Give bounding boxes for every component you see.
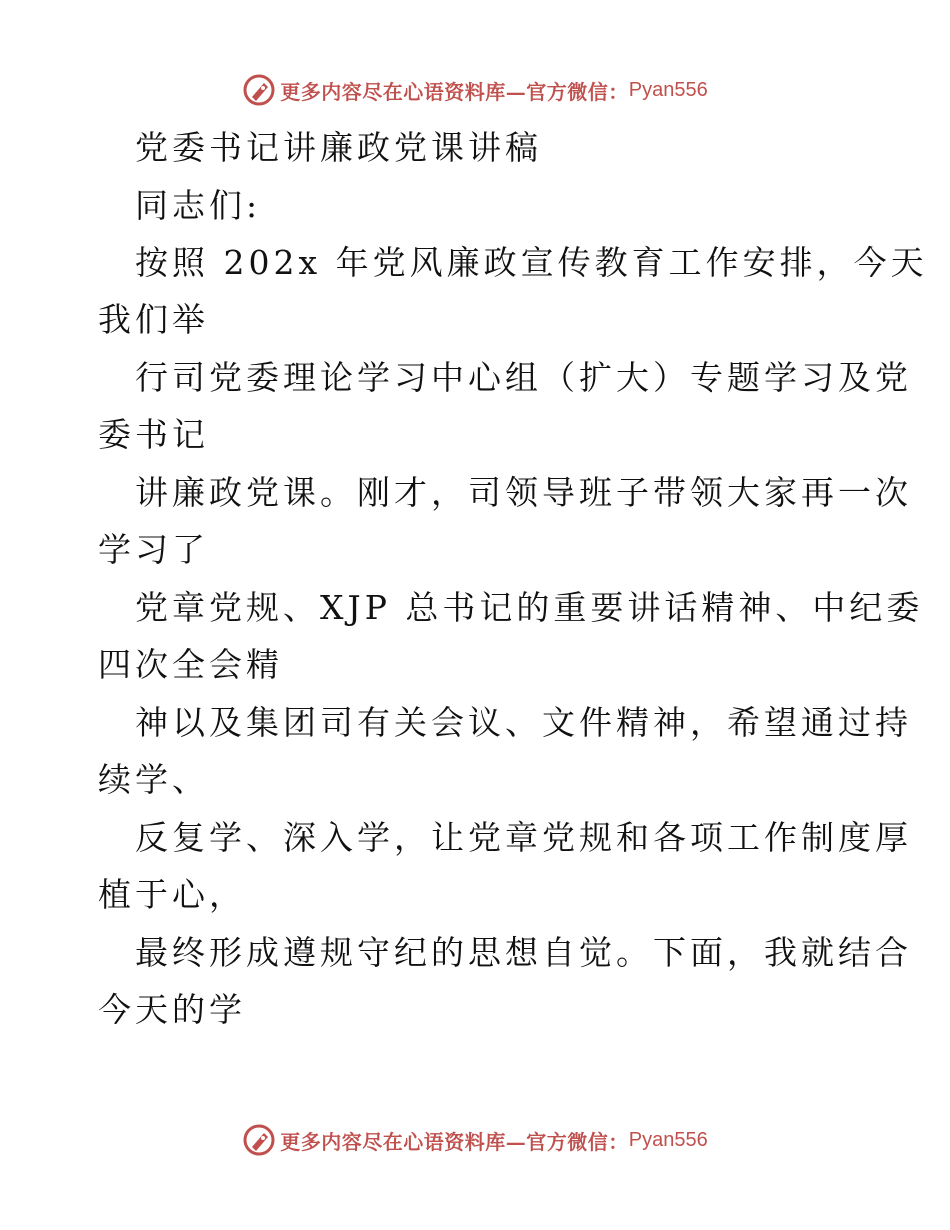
paragraph-line: 学习了 <box>98 530 209 569</box>
header-banner <box>0 70 950 110</box>
paragraph-line: 行司党委理论学习中心组（扩大）专题学习及党 <box>135 358 912 397</box>
pen-nib-logo-icon <box>242 1123 276 1157</box>
banner-text: 更多内容尽在心语资料库—官方微信： <box>280 1129 629 1154</box>
banner-brand: Pyan556 <box>628 1128 708 1151</box>
salutation: 同志们: <box>135 186 262 225</box>
paragraph-line: 委书记 <box>98 415 209 454</box>
footer-banner <box>0 1120 950 1160</box>
paragraph-line: 植于心， <box>98 875 246 914</box>
paragraph-line: 我们举 <box>98 300 209 339</box>
paragraph-line: 四次全会精 <box>98 645 283 684</box>
paragraph-line: 按照 202x 年党风廉政宣传教育工作安排，今天 <box>135 243 928 282</box>
paragraph-line: 最终形成遵规守纪的思想自觉。下面，我就结合 <box>135 933 912 972</box>
paragraph-line: 反复学、深入学，让党章党规和各项工作制度厚 <box>135 818 912 857</box>
paragraph-line: 党章党规、XJP 总书记的重要讲话精神、中纪委 <box>135 588 924 627</box>
banner-text: 更多内容尽在心语资料库—官方微信： <box>280 79 629 104</box>
paragraph-line: 续学、 <box>98 760 209 799</box>
paragraph-line: 神以及集团司有关会议、文件精神，希望通过持 <box>135 703 912 742</box>
paragraph-line: 今天的学 <box>98 990 246 1029</box>
pen-nib-logo-icon <box>242 73 276 107</box>
document-title: 党委书记讲廉政党课讲稿 <box>135 128 542 167</box>
paragraph-line: 讲廉政党课。刚才，司领导班子带领大家再一次 <box>135 473 912 512</box>
banner-brand: Pyan556 <box>628 78 708 101</box>
